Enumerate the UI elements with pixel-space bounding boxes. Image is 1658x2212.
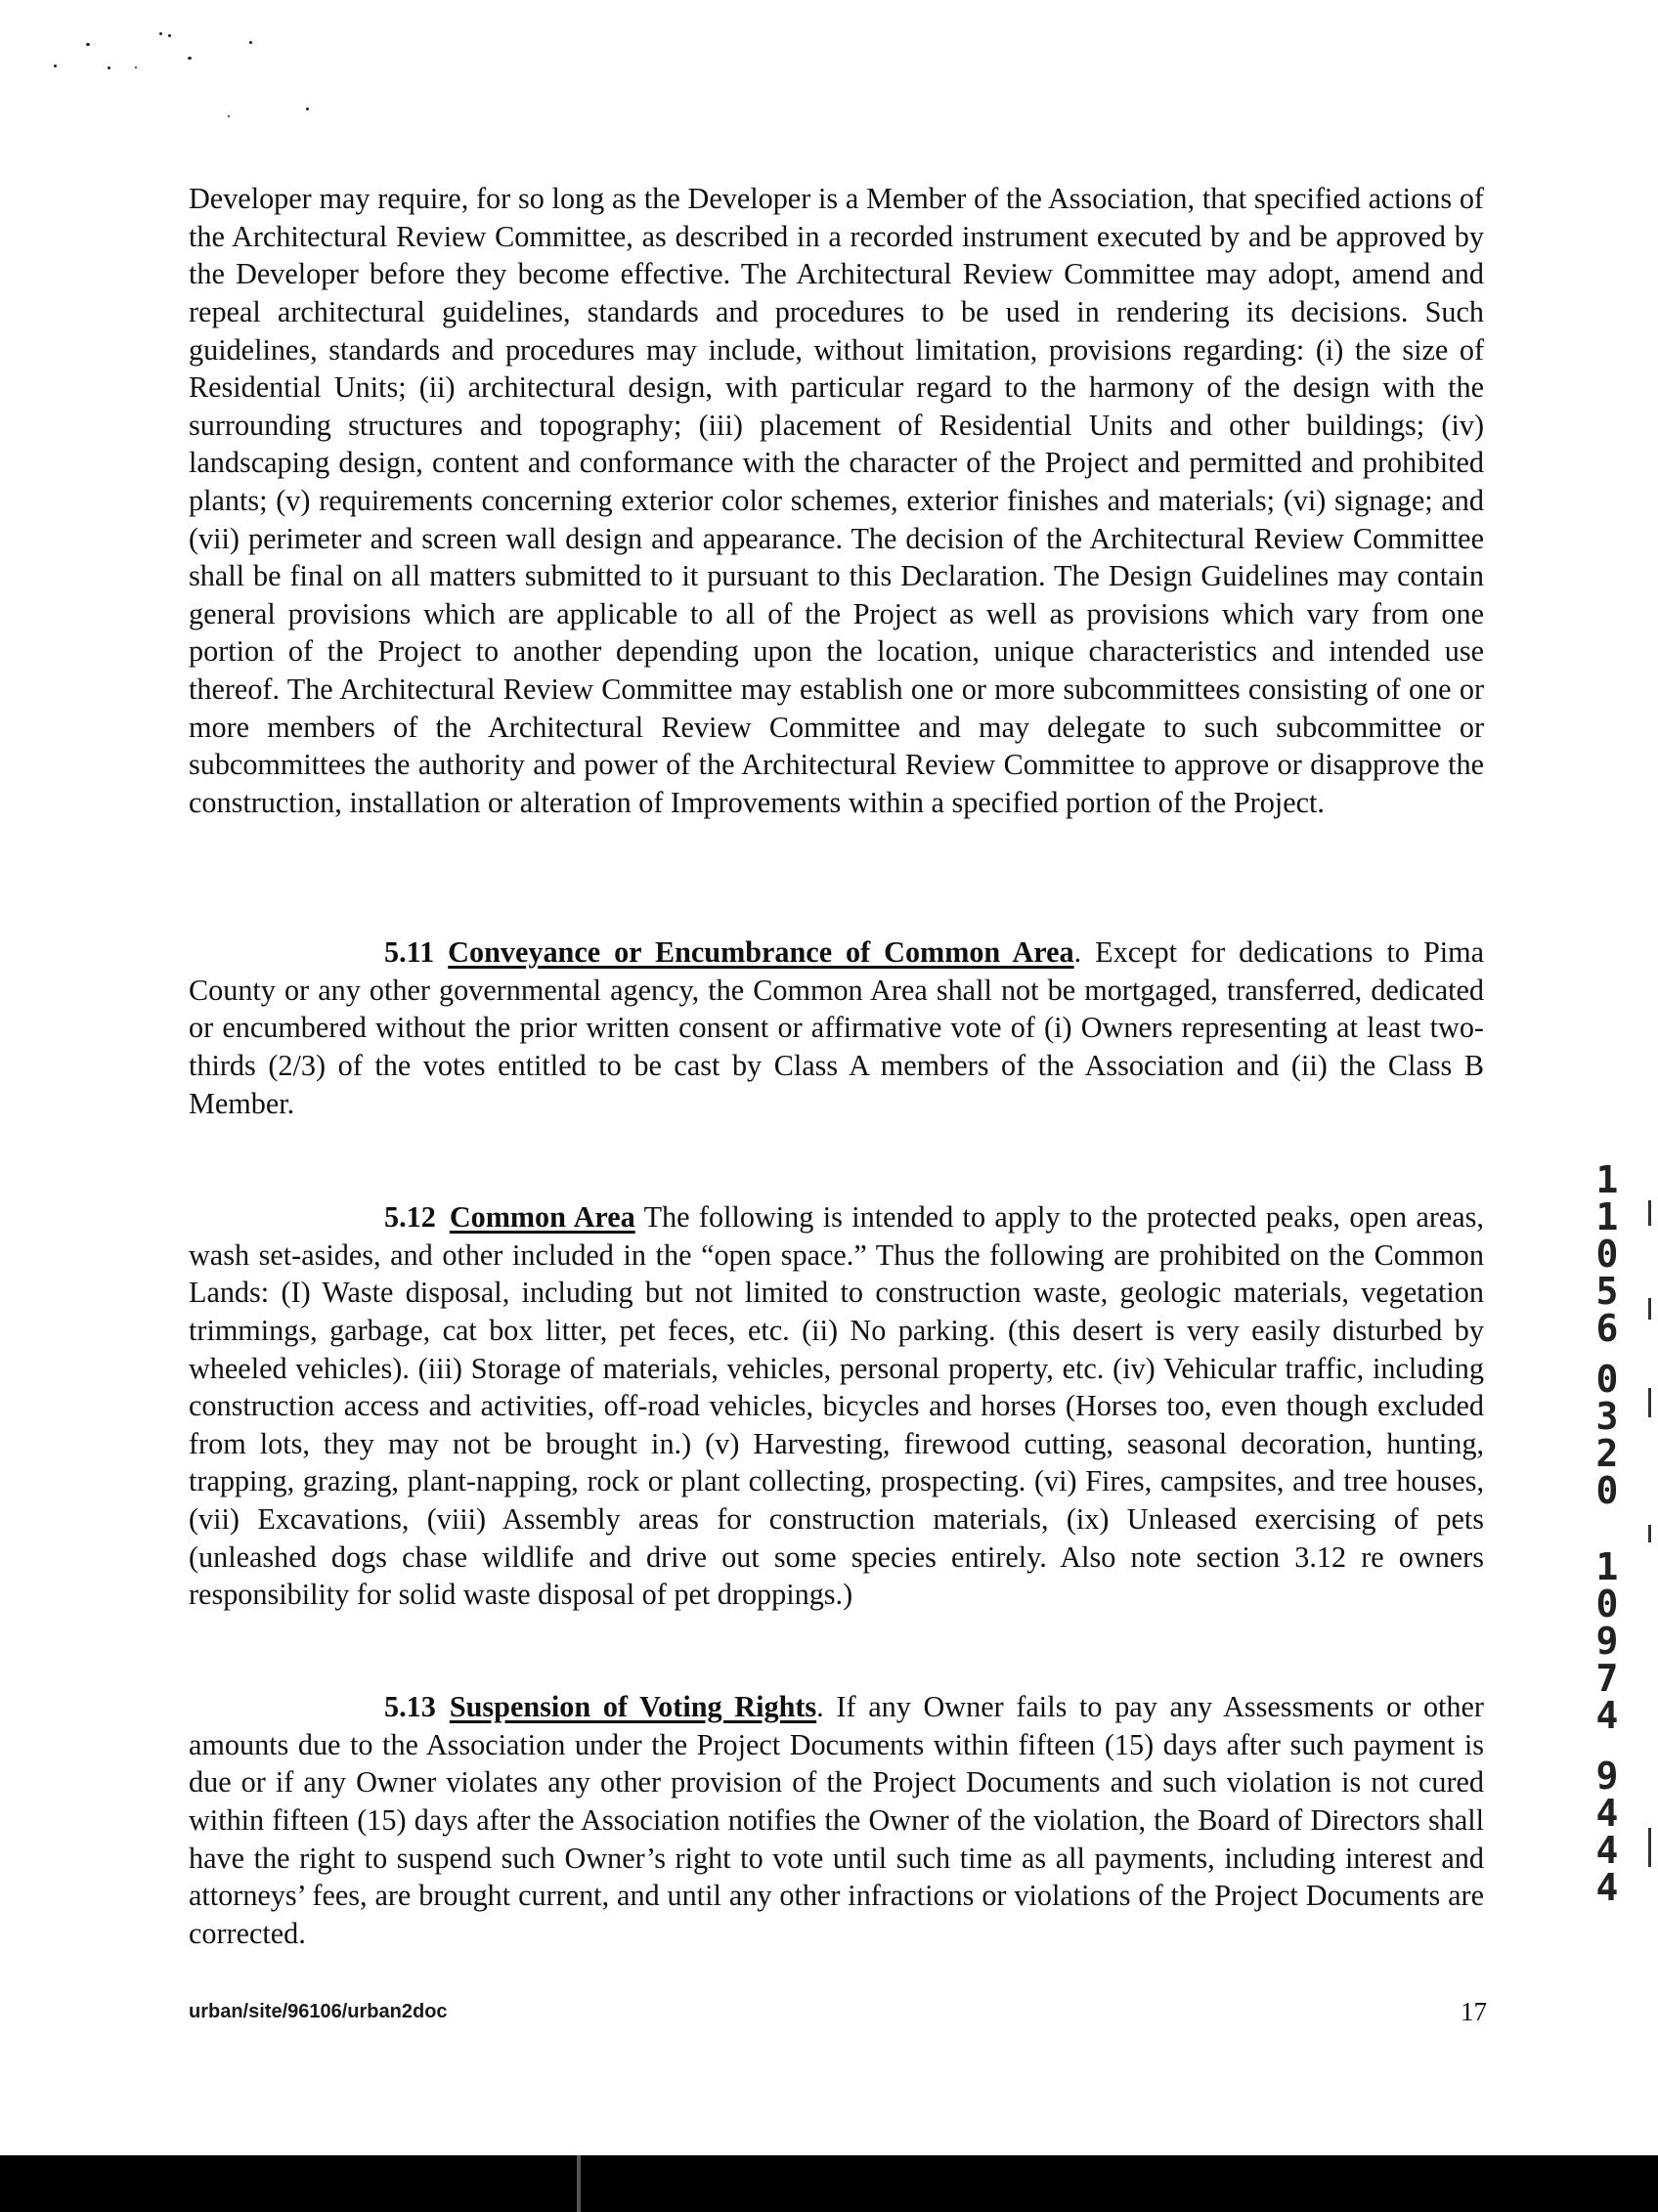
stamp-digit: 5 [1595,1270,1619,1313]
page-number: 17 [1461,1997,1487,2026]
section-title: Common Area [449,1200,635,1235]
section-5-11 [189,933,1484,1122]
section-text: The following is intended to apply to the protected peaks, open areas, wash set-asides, and other included in the “open space.” Thus the following are prohibited on the Common Lands: (I) Waste disposal, including but not limited to construction waste, geologic materials, vegetation trimmings, garbage, cat box litter, pet feces, etc. (ii) No parking. (this desert is very easily disturbed by wheeled vehicles). (iii) Storage of materials, vehicles, personal property, etc. (iv) Vehicular traffic, including construction access and activities, off-road vehicles, bicycles and horses (Horses too, even though excluded from lots, they may not be brought in.) (v) Harvesting, firewood cutting, seasonal decoration, hunting, trapping, grazing, plant-napping, rock or plant collecting, prospecting. (vi) Fires, campsites, and tree houses, (vii) Excavations, (viii) Assembly areas for construction materials, (ix) Unleased exercising of pets (unleashed dogs chase wildlife and drive out some species entirely. Also note section 3.12 re owners responsibility for solid waste disposal of pet droppings.) [189,1200,1484,1612]
stamp-digit: 3 [1595,1395,1619,1438]
section-5-13 [189,1688,1484,1952]
recording-stamp [1580,1158,1635,1909]
scan-notch [577,2155,581,2212]
section-title-punct: . [1073,935,1082,970]
stamp-digit: 1 [1595,1545,1619,1588]
stamp-digit: 9 [1595,1620,1619,1663]
section-number: 5.13 [384,1690,436,1724]
stamp-digit: 1 [1595,1158,1619,1201]
section-text: Except for dedications to Pima County or any other governmental agency, the Common Area shall not be mortgaged, transferred, dedicated or encumbered without the prior written consent or affirmative vote of (i) Owners representing at least two-thirds (2/3) of the votes entitled to be cast by Class A members of the Association and (ii) the Class B Member. [189,935,1484,1120]
stamp-digit: 0 [1595,1358,1619,1401]
section-number: 5.12 [384,1200,436,1235]
section-title-punct: . [816,1690,824,1724]
stamp-digit: 0 [1595,1233,1619,1276]
stamp-digit: 4 [1595,1792,1619,1835]
stamp-digit: 4 [1595,1694,1619,1737]
stamp-digit: 4 [1595,1829,1619,1872]
footer-file-path: urban/site/96106/urban2doc [189,2001,448,2022]
stamp-digit: 2 [1595,1432,1619,1475]
stamp-digit: 9 [1595,1755,1619,1798]
paragraph-arc-guidelines: Developer may require, for so long as the Developer is a Member of the Association, that specified actions of the Architectural Review Committee, as described in a recorded instrument executed by and be approved by the Developer before they become effective. The Architectural Review Committee may adopt, amend and repeal architectural guidelines, standards and procedures to be used in rendering its decisions. Such guidelines, standards and procedures may include, without limitation, provisions regarding: (i) the size of Residential Units; (ii) architectural design, with particular regard to the harmony of the design with the surrounding structures and topography; (iii) placement of Residential Units and other buildings; (iv) landscaping design, content and conformance with the character of the Project and permitted and prohibited plants; (v) requirements concerning exterior color schemes, exterior finishes and materials; (vi) signage; and (vii) perimeter and screen wall design and appearance. The decision of the Architectural Review Committee shall be final on all matters submitted to it pursuant to this Declaration. The Design Guidelines may contain general provisions which are applicable to all of the Project as well as provisions which vary from one portion of the Project to another depending upon the location, unique characteristics and intended use thereof. The Architectural Review Committee may establish one or more subcommittees consisting of one or more members of the Architectural Review Committee and may delegate to such subcommittee or subcommittees the authority and power of the Architectural Review Committee to approve or disapprove the construction, installation or alteration of Improvements within a specified portion of the Project. [189,182,1484,819]
section-number: 5.11 [384,935,435,970]
section-text: If any Owner fails to pay any Assessments or other amounts due to the Association under the Project Documents within fifteen (15) days after such payment is due or if any Owner violates any other provision of the Project Documents and such violation is not cured within fifteen (15) days after the Association notifies the Owner of the violation, the Board of Directors shall have the right to suspend such Owner’s right to vote until such time as all payments, including interest and attorneys’ fees, are brought current, and until any other infractions or violations of the Project Documents are corrected. [189,1690,1484,1950]
stamp-edge-mark [1648,1388,1651,1417]
stamp-digit: 6 [1595,1307,1619,1350]
section-5-12 [189,1198,1484,1614]
stamp-digit: 1 [1595,1195,1619,1238]
section-title: Suspension of Voting Rights [449,1690,817,1724]
scan-bottom-border [0,2155,1658,2212]
stamp-digit: 7 [1595,1657,1619,1700]
section-title: Conveyance or Encumbrance of Common Area [448,935,1074,970]
stamp-edge-mark [1648,1828,1651,1867]
stamp-digit: 0 [1595,1469,1619,1512]
stamp-digit: 4 [1595,1866,1619,1909]
stamp-edge-mark [1648,1200,1651,1226]
stamp-digit: 0 [1595,1583,1619,1626]
stamp-edge-mark [1648,1298,1651,1320]
stamp-edge-mark [1648,1525,1651,1542]
